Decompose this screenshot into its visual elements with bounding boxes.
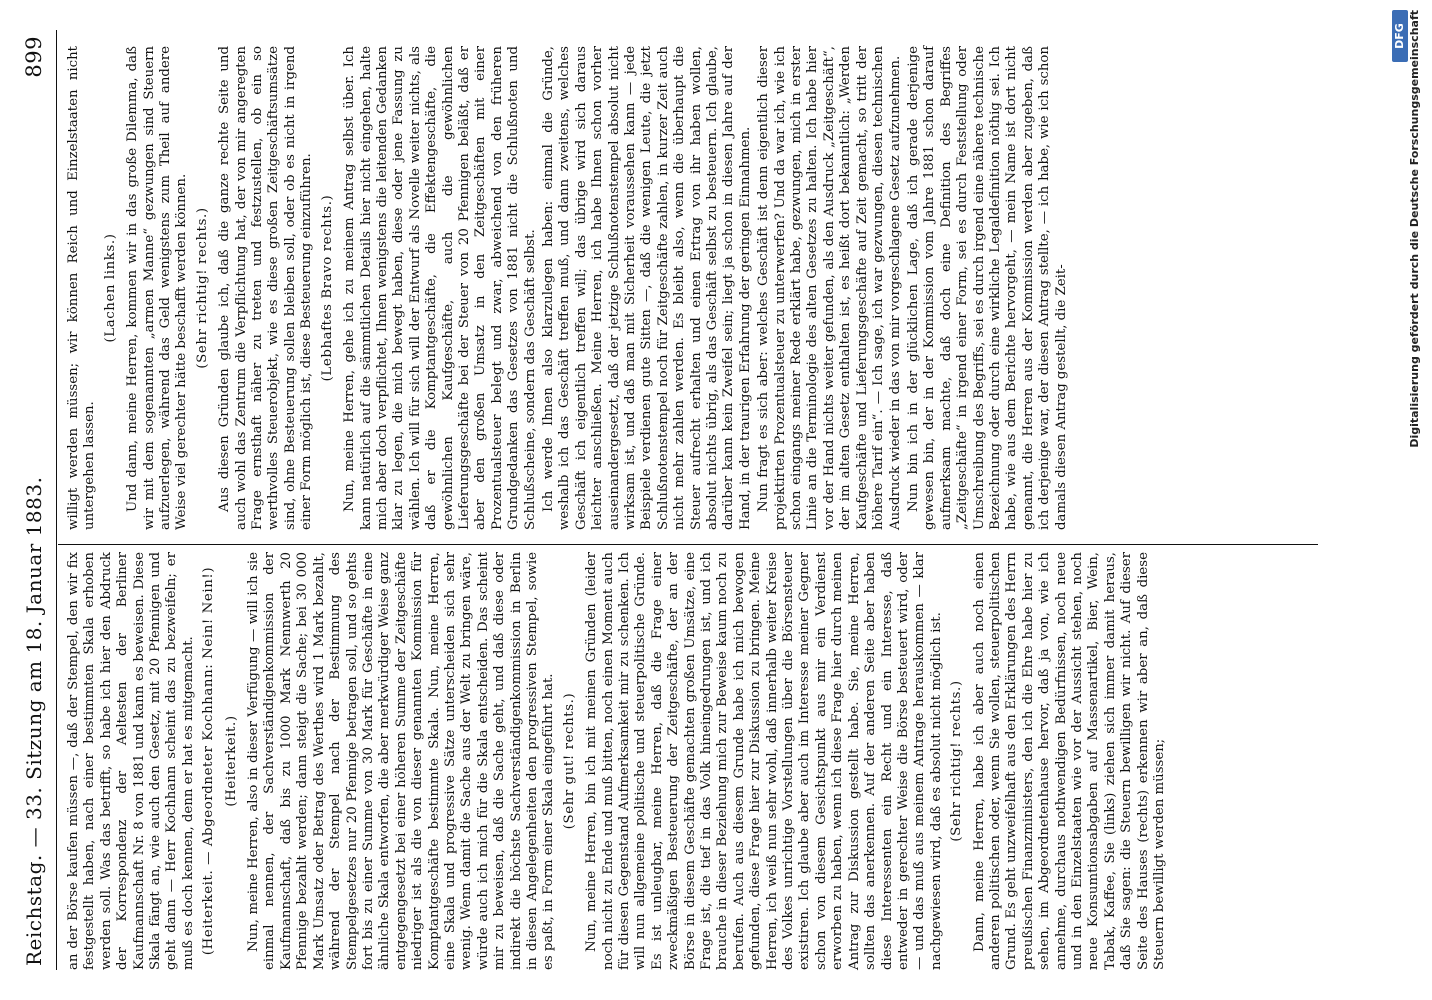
- paragraph: Nun, meine Herren, bin ich mit meinen Gründen (leider noch nicht zu Ende und muß bitten, noch einen Moment auch für diesen Gegenstand Aufmerksamkeit mir zu schenken. Ich will nun allgemeine politische und steuerpolitische Gründe. Es ist unleugbar, meine Herren, daß die Frage einer zweckmäßigen Besteuerung der Zeitgeschäfte, der an der Börse in diesem Geschäfte gemachten großen Umsätze, eine Frage ist, die tief in das Volk hineingedrungen ist, und ich brauche in dieser Beziehung mich zur Beweise kaum noch zu berufen. Auch aus diesem Grunde habe ich mich bewogen gefunden, diese Frage hier zur Diskussion zu bringen. Meine Herren, ich weiß nun sehr wohl, daß innerhalb weiter Kreise des Volkes unrichtige Vorstellungen über die Börsensteuer existiren. Ich glaube aber auch im Interesse meiner Gegner schon von diesem Gesichtspunkt aus mir ein Verdienst erworben zu haben, wenn ich diese Frage hier durch meinen Antrag zur Diskussion gestellt habe. Sie, meine Herren, sollten das anerkennen. Auf der anderen Seite aber haben diese Interessenten ein Recht und ein Interesse, daß entweder in gerechter Weise die Börse besteuert wird, oder — und das muß aus meinem Antrage herauskommen — klar nachgewiesen wird, daß es absolut nicht möglich ist.: [584, 552, 944, 970]
- paragraph: Nun bin ich in der glücklichen Lage, daß ich gerade derjenige gewesen bin, der in der Kommission vom Jahre 1881 schon darauf aufmerksam machte, daß doch eine Definition des Begriffes „Zeitgeschäfte“ in irgend einer Form, sei es durch Feststellung oder Umschreibung des Begriffs, sei es durch irgend eine nähere technische Bezeichnung oder durch eine wirkliche Legaldefinition nöthig sei. Ich habe, wie aus dem Berichte hervorgeht, — mein Name ist dort nicht genannt, die Herren aus der Kommission werden aber zugeben, daß ich derjenige war, der diesen Antrag stellte, — ich habe, wie ich schon damals diesen Antrag gestellt, die Zeit-: [905, 46, 1069, 530]
- paragraph: Nun fragt es sich aber: welches Geschäft ist denn eigentlich dieser projektirten Prozentualsteuer zu unterwerfen? Und da war ich, wie ich schon eingangs meiner Rede erklärt habe, gezwungen, mich in erster Linie an die Terminologie des alten Gesetzes zu halten. Ich habe hier vor der Hand nichts weiter gefunden, als den Ausdruck „Zeitgeschäft“, der im alten Gesetz enthalten ist, es heißt dort bekanntlich: „Werden Kaufgeschäfte und Lieferungsgeschäfte auf Zeit gemacht, so tritt der höhere Tarif ein“. — Ich sage, ich war gezwungen, diesen technischen Ausdruck wieder in das von mir vorgeschlagene Gesetz aufzunehmen.: [756, 46, 903, 530]
- footer-credit: [1388, 0, 1432, 1000]
- paragraph: Nun, meine Herren, gehe ich zu meinem Antrag selbst über. Ich kann natürlich auf die sämmtlichen Details hier nicht eingehen, halte mich aber doch verpflichtet, Ihnen wenigstens die leitenden Gedanken klar zu legen, die mich bewegt haben, diese oder jene Fassung zu wählen. Ich will für sich will der Entwurf als Novelle weiter nichts, als daß er die Komptantgeschäfte, die Effektengeschäfte, die gewöhnlichen Kaufgeschäfte, auch die gewöhnlichen Lieferungsgeschäfte bei der Steuer von 20 Pfennigen beläßt, daß er aber den großen Umsatz in den Zeitgeschäften mit einer Prozentualsteuer belegt und zwar, abweichend von den früheren Grundgedanken das Gesetzes von 1881 nicht die Schlußnoten und Schlußscheine, sondern das Geschäft selbst.: [342, 46, 538, 530]
- dfg-logo: DFG: [1392, 10, 1408, 62]
- paragraph: an der Börse kaufen müssen —, daß der Stempel, den wir fix festgestellt haben, nach einer bestimmten Skala erhoben werden soll. Was das betrifft, so habe ich hier den Abdruck der Korrespondenz der Aeltesten der Berliner Kaufmannschaft Nr. 8 von 1881 und kann es beweisen. Diese Skala fängt an, wie auch den Gesetz, mit 20 Pfennigen und geht dann — Herr Kochhann scheint das zu bezweifeln; er muß es doch kennen, denn er hat es mitgemacht.: [66, 552, 196, 970]
- interjection: (Sehr richtig! rechts.): [949, 680, 965, 842]
- interjection: (Sehr richtig! rechts.): [194, 207, 210, 369]
- interjection: (Lachen links.): [102, 233, 118, 343]
- paragraph: Und dann, meine Herren, kommen wir in das große Dilemma, daß wir mit dem sogenannten „armen Manne“ gezwungen sind Steuern aufzuerlegen, während das Geld wenigstens zum Theil auf andere Weise viel gerechter hätte beschafft werden können.: [125, 46, 190, 530]
- paragraph: Ich werde Ihnen also klarzulegen haben: einmal die Gründe, weshalb ich das Geschäft treffen muß, und dann zweitens, welches Geschäft ich eigentlich treffen will; das übrige wird sich daraus leichter anschließen. Meine Herren, ich habe Ihnen schon vorher auseinandergesetzt, daß der jetzige Schlußnotenstempel absolut nicht wirksam ist, und daß man mit Sicherheit voraussehen kann — jede Beispiele verdienen gute Sitten —, daß die wenigen Leute, die jetzt Schlußnotenstempel noch für Zeitgeschäfte zahlen, in kurzer Zeit auch nicht mehr zahlen werden. Es bleibt also, wenn die überhaupt die Steuer aufrecht erhalten und einen Ertrag von ihr haben wollen, absolut nichts übrig, als das Geschäft selbst zu besteuern. Ich glaube, darüber kann kein Zweifel sein; liegt ja schon in diesen Jahre auf der Hand, in der traurigen Erfahrung der geringen Einnahmen.: [540, 46, 753, 530]
- paragraph: Aus diesen Gründen glaube ich, daß die ganze rechte Seite und auch wohl das Zentrum die Verpflichtung hat, der von mir angeregten Frage ernsthaft näher zu treten und festzustellen, ob ein so werthvolles Steuerobjekt, wie es diese großen Zeitgeschäftsumsätze sind, ohne Besteuerung sollen bleiben soll, oder ob es nicht in irgend einer Form möglich ist, diese Besteuerung einzuführen.: [217, 46, 315, 530]
- interjection: (Lebhaftes Bravo rechts.): [319, 194, 335, 382]
- header-rule: [56, 30, 57, 970]
- interjection: (Heiterkeit.): [223, 715, 239, 807]
- page-number: 899: [22, 36, 46, 78]
- running-head-title: Reichstag. — 33. Sitzung am 18. Januar 1883.: [22, 476, 46, 966]
- paragraph: willigt werden müssen; wir können Reich und Einzelstaaten nicht untergehen lassen.: [66, 46, 98, 530]
- interjection: (Heiterkeit. — Abgeordneter Kochhann: Nein! Nein!): [201, 566, 217, 956]
- right-column: [66, 46, 1072, 530]
- column-divider: [58, 544, 1318, 545]
- paragraph: Nun, meine Herren, also in dieser Verfügung — will ich sie einmal nennen, der Sachverständigenkommission der Kaufmannschaft, daß bis zu 1000 Mark Nennwerth 20 Pfennige bezahlt werden; dann steigt die Sache; bei 30 000 Mark Umsatz oder Betrag des Werthes wird 1 Mark bezahlt, während der Stempel nach der Bestimmung des Stempelgesetzes nur 20 Pfennige betragen soll, und so gehts fort bis zu einer Summe von 30 Mark für Geschäfte in eine ähnliche Skala entworfen, die aber merkwürdiger Weise ganz entgegengesetzt bei einer höheren Summe der Zeitgeschäfte niedriger ist als die von dieser genannten Kommission für Komptantgeschäfte bestimmte Skala. Nun, meine Herren, eine Skala und progressive Sätze unterscheiden sich sehr wenig. Wenn damit die Sache aus der Welt zu bringen wäre, würde auch ich mich für die Skala entscheiden. Das scheint mir zu beweisen, daß die Sache geht, und daß diese oder indirekt die höchste Sachverständigenkommission in Berlin in diesen Angelegenheiten den progressiven Stempel, sowie es paßt, in Form einer Skala eingeführt hat.: [246, 552, 557, 970]
- left-column: [66, 552, 1170, 970]
- interjection: (Sehr gut! rechts.): [561, 692, 577, 830]
- paragraph: Dann, meine Herren, habe ich aber auch noch einen anderen politischen oder, wenn Sie wollen, steuerpolitischen Grund. Es geht unzweifelhaft aus den Erklärungen des Herrn preußischen Finanzministers, den ich die Ehre habe hier zu sehen, im Abgeordnetenhause hervor, daß ja von, wie ich annehme, durchaus nothwendigen Bedürfnissen, noch neue und in den Einzelstaaten wie vor der Aussicht stehen, noch neue Konsumtionsabgaben auf Massenartikel, Bier, Wein, Tabak, Kaffee, Sie (links) ziehen sich immer damit heraus, daß Sie sagen: die Steuern bewilligen wir nicht. Auf dieser Seite des Hauses (rechts) erkennen wir aber an, daß diese Steuern bewilligt werden müssen;: [971, 552, 1167, 970]
- digitization-credit: Digitalisierung gefördert durch die Deutsche Forschungsgemeinschaft: [1408, 10, 1421, 448]
